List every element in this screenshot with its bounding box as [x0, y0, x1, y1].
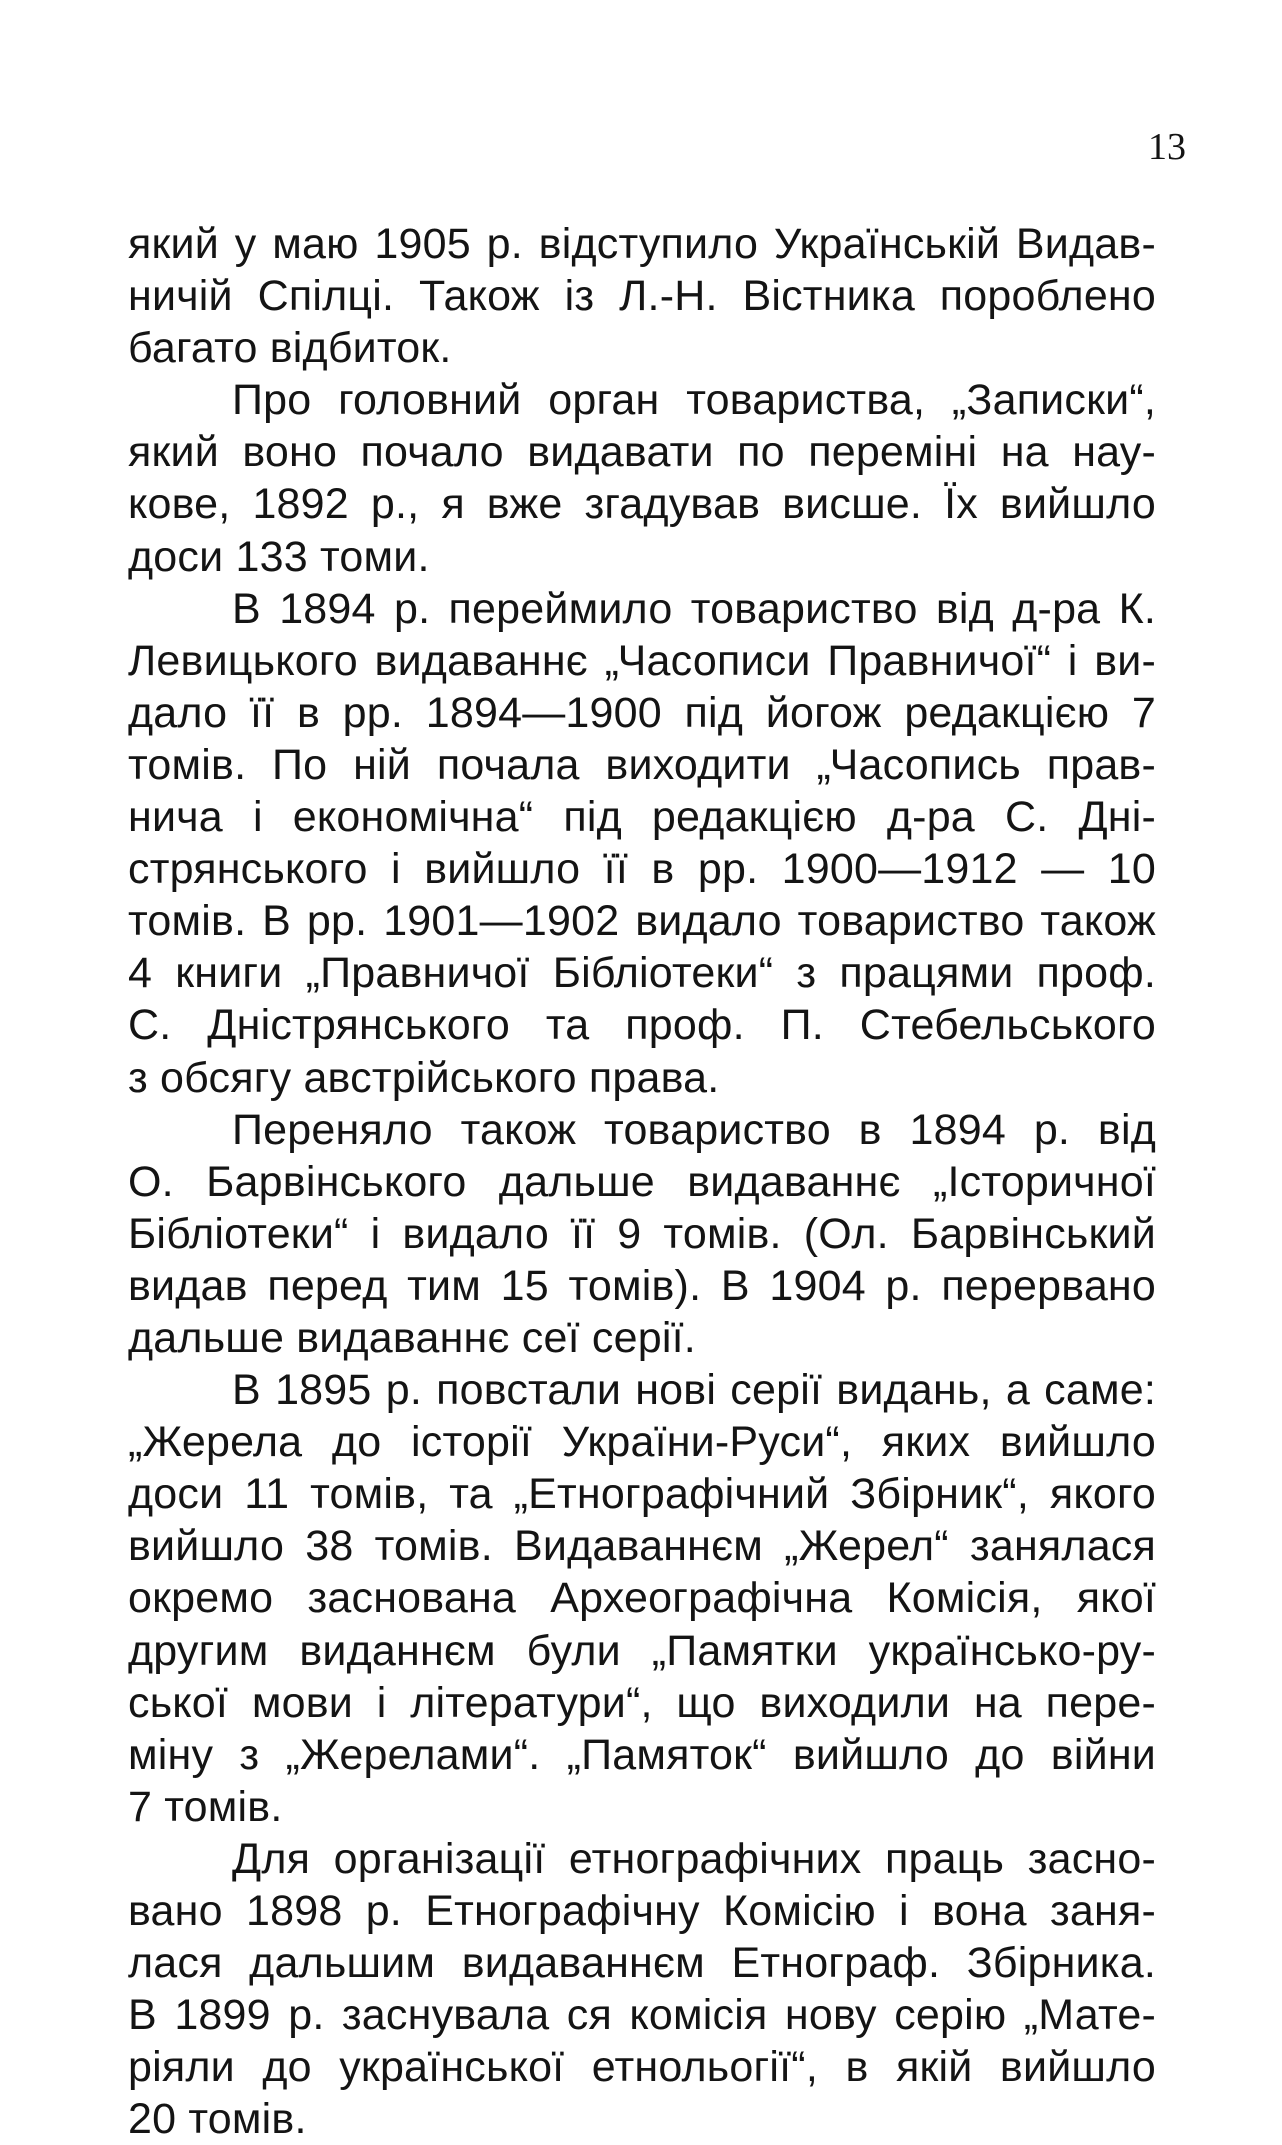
paragraph-2: [128, 374, 1156, 582]
text-line: „Жерела до історії України-Руси“, яких вийшло: [128, 1418, 1156, 1467]
text-line: вийшло 38 томів. Видаваннєм „Жерел“ занялася: [128, 1522, 1156, 1571]
paragraph-1: [128, 218, 1156, 374]
text-line: вано 1898 р. Етнографічну Комісію і вона заня-: [128, 1887, 1156, 1935]
text-line: Бібліотеки“ і видало її 9 томів. (Ол. Барвінський: [128, 1209, 1156, 1258]
text-line: дальше видаваннє сеї серії.: [128, 1313, 696, 1362]
text-line: окремо заснована Археографічна Комісія, якої: [128, 1574, 1156, 1623]
paragraph-3: [128, 583, 1156, 1104]
text-line: В 1899 р. заснувала ся комісія нову серію „Мате-: [128, 1991, 1156, 2040]
text-line: лася дальшим видаваннєм Етнограф. Збірника.: [128, 1939, 1156, 1988]
text-line: який воно почало видавати по переміні на нау-: [128, 428, 1156, 477]
text-line: який у маю 1905 р. відступило Українській Видав-: [128, 220, 1156, 268]
text-line: другим виданнєм були „Памятки українсько-ру-: [128, 1626, 1156, 1675]
text-line: дало її в рр. 1894—1900 під йогож редакцією 7: [128, 688, 1156, 737]
text-line: ничій Спілці. Також із Л.-Н. Вістника пороблено: [128, 272, 1156, 321]
body-text: [128, 218, 1156, 2145]
paragraph-5: [128, 1364, 1156, 1833]
text-line: С. Дністрянського та проф. П. Стебельського: [128, 1001, 1156, 1050]
text-line: нича і економічна“ під редакцією д-ра С. Дні-: [128, 793, 1156, 842]
text-line: В 1895 р. повстали нові серії видань, а саме:: [232, 1366, 1156, 1415]
text-line: ської мови і літератури“, що виходили на пере-: [128, 1678, 1156, 1727]
text-line: Переняло також товариство в 1894 р. від: [232, 1105, 1156, 1154]
text-line: 20 томів.: [128, 2095, 307, 2144]
text-line: міну з „Жерелами“. „Памяток“ вийшло до війни: [128, 1730, 1156, 1779]
text-line: з обсягу австрійського права.: [128, 1053, 720, 1102]
page-number: 13: [1148, 126, 1186, 168]
text-line: Левицького видаваннє „Часописи Правничої“ і ви-: [128, 636, 1156, 685]
text-line: ріяли до української етнольогії“, в якій вийшло: [128, 2043, 1156, 2092]
text-line: стрянського і вийшло її в рр. 1900—1912 — 10: [128, 845, 1156, 894]
text-line: О. Барвінського дальше видаваннє „Історичної: [128, 1157, 1156, 1206]
text-line: доси 11 томів, та „Етнографічний Збірник“, якого: [128, 1470, 1156, 1519]
paragraph-4: [128, 1104, 1156, 1364]
text-line: 4 книги „Правничої Бібліотеки“ з працями проф.: [128, 949, 1156, 998]
text-line: Для організації етнографічних праць засно-: [232, 1834, 1156, 1883]
text-line: томів. По ній почала виходити „Часопись прав-: [128, 740, 1156, 789]
text-line: 7 томів.: [128, 1782, 283, 1831]
paragraph-6: [128, 1833, 1156, 2145]
text-line: томів. В рр. 1901—1902 видало товариство також: [128, 897, 1156, 946]
text-line: кове, 1892 р., я вже згадував висше. Їх вийшло: [128, 480, 1156, 529]
text-line: Про головний орган товариства, „Записки“,: [232, 376, 1156, 425]
text-line: В 1894 р. переймило товариство від д-ра К.: [232, 584, 1156, 633]
text-line: доси 133 томи.: [128, 532, 430, 581]
text-line: багато відбиток.: [128, 324, 452, 373]
text-line: видав перед тим 15 томів). В 1904 р. перервано: [128, 1261, 1156, 1310]
